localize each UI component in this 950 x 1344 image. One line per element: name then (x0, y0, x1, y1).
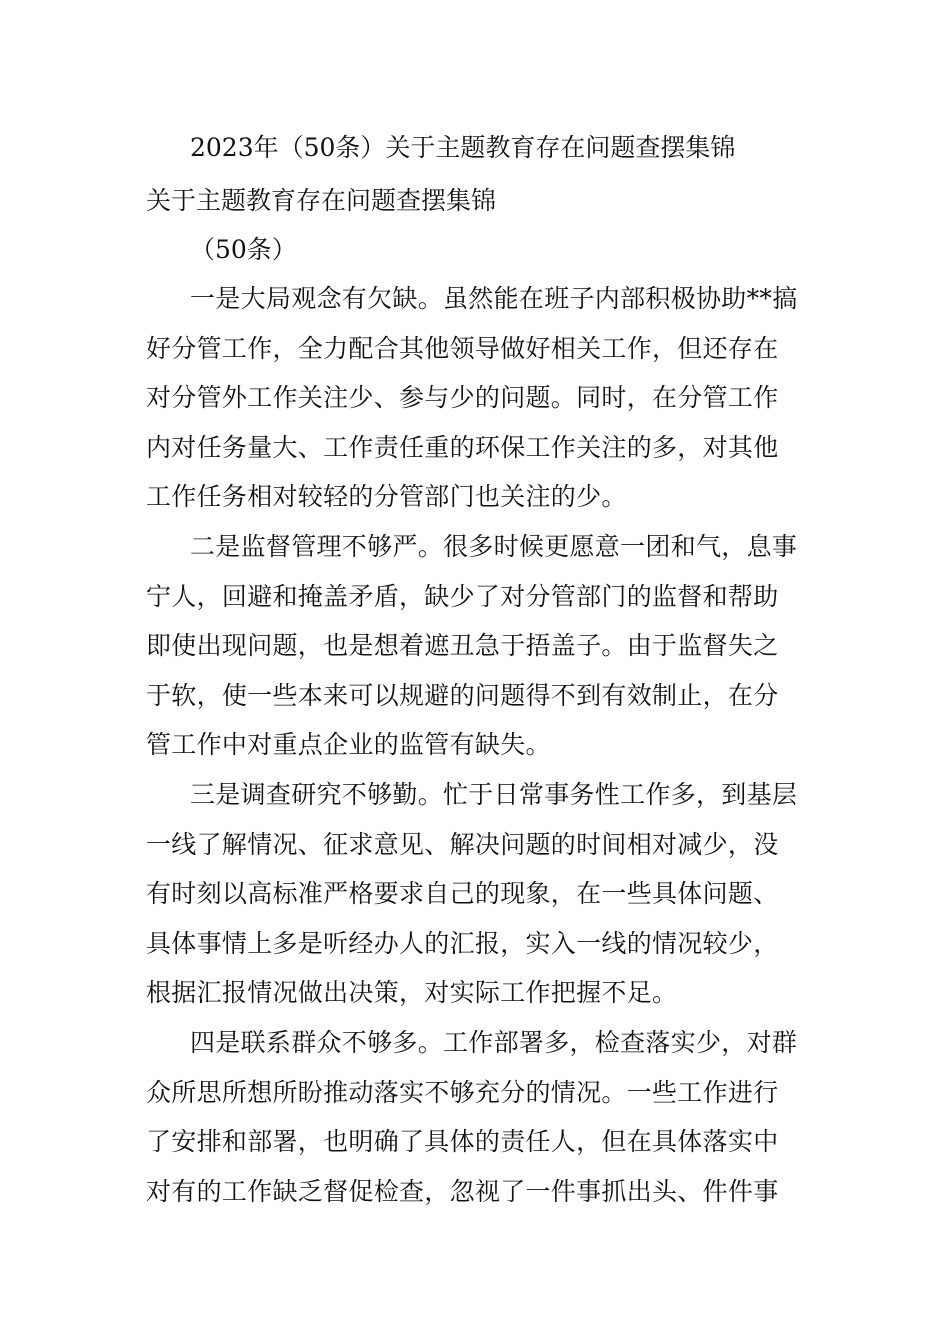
paragraph-2 (146, 528, 816, 776)
text-line: 对分管外工作关注少、参与少的问题。同时，在分管工作 (146, 383, 779, 413)
paragraph-3 (146, 776, 816, 1024)
document-body (146, 280, 816, 1222)
document-subtitle: 关于主题教育存在问题查摆集锦 (146, 186, 497, 215)
text-line: 对有的工作缺乏督促检查，忽视了一件事抓出头、件件事 (146, 1176, 779, 1206)
text-line: 即使出现问题，也是想着遮丑急于捂盖子。由于监督失之 (146, 631, 779, 661)
text-line: 二是监督管理不够严。很多时候更愿意一团和气，息事 (190, 531, 798, 561)
text-line: 一是大局观念有欠缺。虽然能在班子内部积极协助**搞 (190, 284, 798, 313)
text-line: 有时刻以高标准严格要求自己的现象，在一些具体问题、 (146, 879, 779, 909)
text-line: 具体事情上多是听经办人的汇报，实入一线的情况较少， (146, 928, 779, 958)
text-line: 四是联系群众不够多。工作部署多，检查落实少，对群 (190, 1027, 798, 1057)
text-line: 宁人，回避和掩盖矛盾，缺少了对分管部门的监督和帮助 (146, 581, 779, 611)
item-count: （50条） (190, 235, 297, 264)
text-line: 好分管工作，全力配合其他领导做好相关工作，但还存在 (146, 333, 779, 363)
text-line: 内对任务量大、工作责任重的环保工作关注的多，对其他 (146, 432, 779, 462)
paragraph-4 (146, 1024, 816, 1222)
text-line: 一线了解情况、征求意见、解决问题的时间相对减少，没 (146, 829, 779, 859)
text-line: 了安排和部署，也明确了具体的责任人，但在具体落实中 (146, 1127, 779, 1157)
document-title: 2023年（50条）关于主题教育存在问题查摆集锦 (190, 133, 736, 162)
text-line: 工作任务相对较轻的分管部门也关注的少。 (146, 482, 627, 512)
text-line: 众所思所想所盼推动落实不够充分的情况。一些工作进行 (146, 1077, 779, 1107)
paragraph-1 (146, 280, 816, 528)
text-line: 三是调查研究不够勤。忙于日常事务性工作多，到基层 (190, 779, 798, 809)
text-line: 管工作中对重点企业的监管有缺失。 (146, 730, 551, 760)
text-line: 于软，使一些本来可以规避的问题得不到有效制止，在分 (146, 680, 779, 710)
text-line: 根据汇报情况做出决策，对实际工作把握不足。 (146, 978, 678, 1008)
